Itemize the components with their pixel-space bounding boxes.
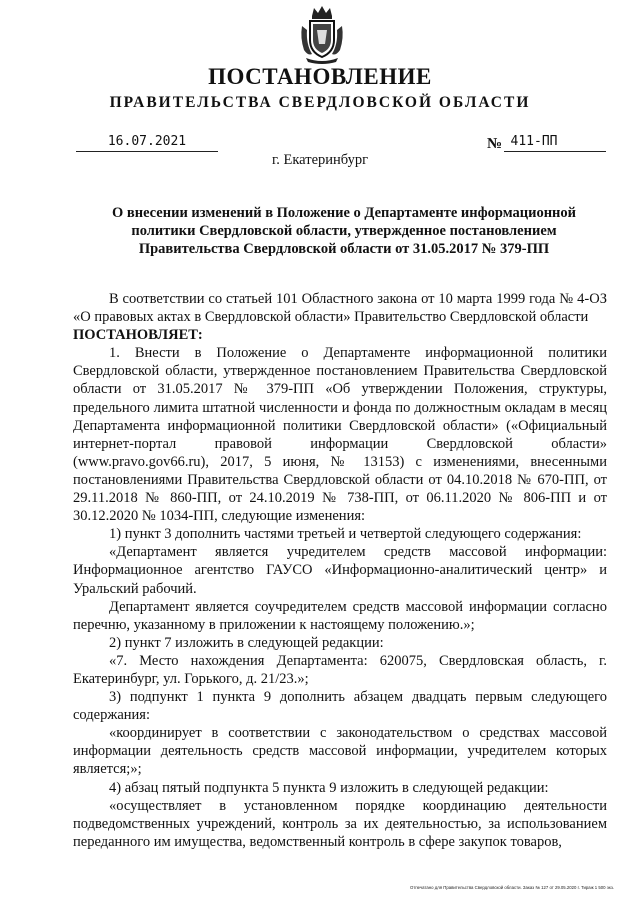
print-note: Отпечатано для Правительства Свердловской области. Заказ № 127 от 29.05.2020 г. Тираж 1 500 экз.: [410, 885, 614, 890]
document-city: г. Екатеринбург: [271, 152, 369, 168]
document-number: 411-ПП: [510, 134, 558, 149]
body-paragraph: «7. Место нахождения Департамента: 620075, Свердловская область, г. Екатеринбург, ул. Горького, д. 21/23.»;: [73, 652, 607, 687]
body-paragraph: 4) абзац пятый подпункта 5 пункта 9 изложить в следующей редакции:: [109, 779, 549, 796]
decree-word: ПОСТАНОВЛЯЕТ:: [73, 327, 203, 344]
document-subtitle: ПРАВИТЕЛЬСТВА СВЕРДЛОВСКОЙ ОБЛАСТИ: [109, 94, 531, 111]
body-paragraph: 1. Внести в Положение о Департаменте информационной политики Свердловской области, утвержденное постановлением Правительства Свердловской области от 31.05.2017 № 379-ПП «Об утверждении Положения, структуры, предельного лимита штатной численности и фонда по должностным окладам в месяц Департамента информационной политики Свердловской области» («Официальный интернет-портал правовой информации Свердловской области» (www.pravo.gov66.ru), 2017, 5 июня, № 13153) с изменениями, внесенными постановлениями Правительства Свердловской области от 04.10.2018 № 670-ПП, от 29.11.2018 № 860-ПП, от 24.10.2019 № 738-ПП, от 06.11.2020 № 806-ПП и от 30.12.2020 № 1034-ПП, следующие изменения:: [73, 345, 607, 525]
heading-line: О внесении изменений в Положение о Департаменте информационной: [111, 205, 577, 221]
document-heading: [70, 204, 618, 258]
body-paragraph: Департамент является соучредителем средств массовой информации согласно перечню, указанному в приложении к настоящему положению.»;: [73, 598, 607, 633]
number-sign: №: [487, 136, 503, 152]
heading-line: Правительства Свердловской области от 31.05.2017 № 379-ПП: [138, 241, 550, 257]
coat-of-arms-emblem: [298, 4, 346, 64]
body-paragraph: 1) пункт 3 дополнить частями третьей и четвертой следующего содержания:: [109, 526, 582, 543]
preamble-paragraph: В соответствии со статьей 101 Областного закона от 10 марта 1999 года № 4-ОЗ «О правовых актах в Свердловской области» Правительство Свердловской области: [73, 291, 607, 326]
document-title: ПОСТАНОВЛЕНИЕ: [208, 64, 432, 89]
document-date: 16.07.2021: [107, 134, 187, 149]
document-body: [73, 290, 607, 851]
heading-line: политики Свердловской области, утвержденное постановлением: [131, 223, 557, 239]
body-paragraph: «координирует в соответствии с законодательством о средствах массовой информации деятельность средств массовой информации, учредителем которых является;»;: [73, 725, 607, 778]
body-paragraph: 2) пункт 7 изложить в следующей редакции:: [109, 634, 384, 651]
body-paragraph: «осуществляет в установленном порядке координацию деятельности подведомственных учреждений, контроль за их деятельностью, за использованием переданного им имущества, ведомственный контроль в сфере закупок товаров,: [73, 797, 607, 850]
body-paragraph: «Департамент является учредителем средств массовой информации: Информационное агентство ГАУСО «Информационно-аналитический центр» и Уральский рабочий.: [73, 544, 607, 597]
body-paragraph: 3) подпункт 1 пункта 9 дополнить абзацем двадцать первым следующего содержания:: [73, 689, 607, 724]
